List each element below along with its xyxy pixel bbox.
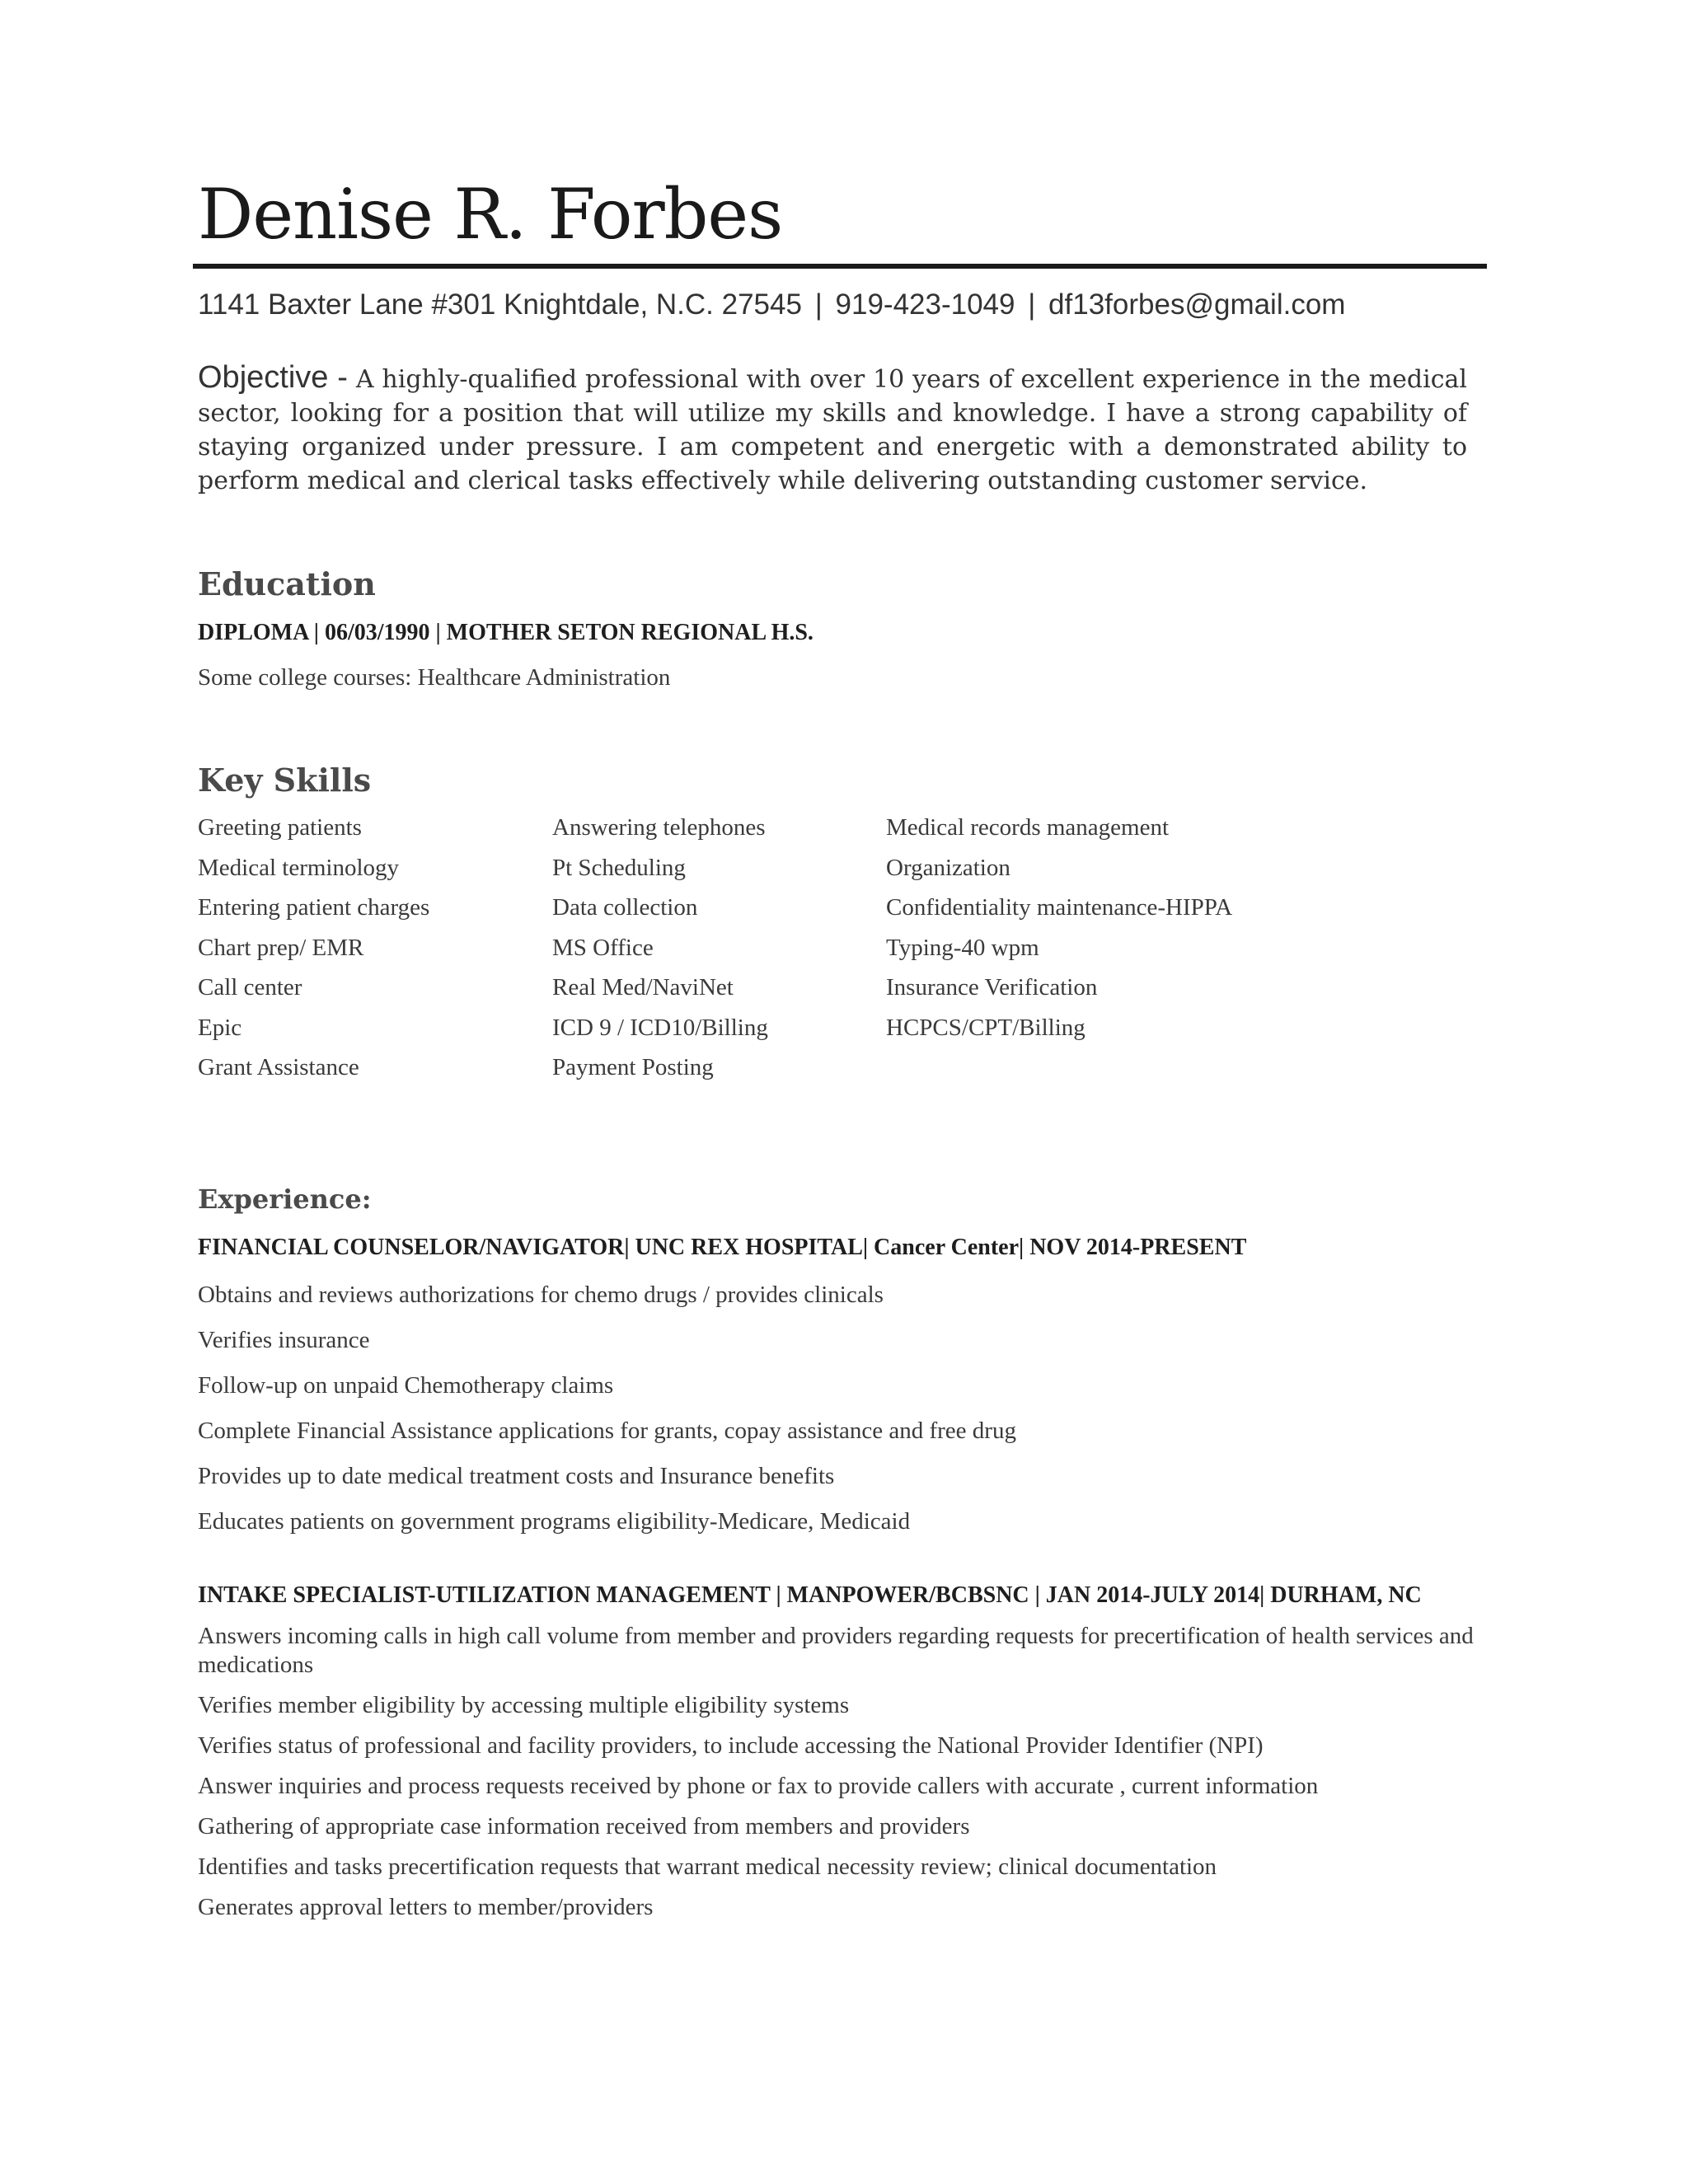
education-title: Education — [198, 565, 376, 602]
objective-text: A highly-qualified professional with over 10 years of excellent experience in the medical sector, looking for a position that will utilize my skills and knowledge. I have a strong capability of staying organized under pressure. I am competent and energetic with a demonstrated ability to perform medical and clerical tasks effectively while delivering outstanding customer service. — [198, 365, 1467, 495]
duty-item: Generates approval letters to member/providers — [198, 1893, 654, 1920]
duty-item: Verifies member eligibility by accessing multiple eligibility systems — [198, 1691, 850, 1718]
duty-item: Educates patients on government programs eligibility-Medicare, Medicaid — [198, 1507, 911, 1535]
skill-item: Organization — [886, 854, 1010, 881]
skill-item: Epic — [198, 1014, 242, 1041]
skill-item: Grant Assistance — [198, 1054, 359, 1080]
duty-item: Gathering of appropriate case information received from members and providers — [198, 1812, 970, 1840]
skill-item: Insurance Verification — [886, 974, 1098, 1001]
duty-item: Answer inquiries and process requests received by phone or fax to provide callers with accurate , current information — [198, 1772, 1319, 1799]
skill-item: Pt Scheduling — [552, 854, 686, 881]
skill-item: Real Med/NaviNet — [552, 974, 734, 1001]
skill-item: Entering patient charges — [198, 894, 430, 921]
contact-line — [198, 287, 1474, 323]
skill-item: Call center — [198, 974, 302, 1001]
skill-item: Greeting patients — [198, 814, 362, 841]
skills-grid — [198, 808, 1474, 1088]
skills-title: Key Skills — [198, 762, 372, 799]
skill-item — [886, 1047, 1298, 1088]
skill-item: Payment Posting — [552, 1054, 714, 1080]
job-heading: FINANCIAL COUNSELOR/NAVIGATOR| UNC REX HOSPITAL| Cancer Center| NOV 2014-PRESENT — [198, 1234, 1247, 1260]
skill-item: MS Office — [552, 934, 654, 961]
college-courses: Some college courses: Healthcare Administration — [198, 664, 671, 691]
diploma-line: DIPLOMA | 06/03/1990 | MOTHER SETON REGIONAL H.S. — [198, 620, 814, 645]
education-section — [198, 564, 1474, 694]
experience-section — [198, 1179, 1474, 1922]
objective-title: Objective - — [198, 360, 348, 395]
job-entry — [198, 1231, 1474, 1544]
job-duties — [198, 1272, 1474, 1544]
address: 1141 Baxter Lane #301 Knightdale, N.C. 27545 — [198, 288, 802, 321]
job-duties — [198, 1622, 1474, 1922]
skills-section — [198, 760, 1474, 1088]
skill-item: Confidentiality maintenance-HIPPA — [886, 894, 1233, 921]
duty-item: Complete Financial Assistance applications for grants, copay assistance and free drug — [198, 1417, 1016, 1444]
skill-item: Data collection — [552, 894, 698, 921]
resume-page — [198, 173, 1474, 1933]
duty-item: Answers incoming calls in high call volume from member and providers regarding requests for precertification of health services and medications — [198, 1622, 1474, 1678]
duty-item: Verifies insurance — [198, 1326, 370, 1353]
duty-item: Follow-up on unpaid Chemotherapy claims — [198, 1371, 614, 1399]
contact-separator: | — [814, 288, 823, 321]
skill-item: HCPCS/CPT/Billing — [886, 1014, 1085, 1041]
header-divider — [193, 264, 1487, 269]
skill-item: Chart prep/ EMR — [198, 934, 364, 961]
experience-title: Experience: — [198, 1183, 372, 1215]
skill-item: Medical records management — [886, 814, 1170, 841]
skill-item: Answering telephones — [552, 814, 766, 841]
contact-separator: | — [1028, 288, 1036, 321]
objective-section — [198, 361, 1467, 498]
email-address: df13forbes@gmail.com — [1048, 288, 1346, 321]
candidate-name: Denise R. Forbes — [198, 174, 783, 255]
duty-item: Provides up to date medical treatment costs and Insurance benefits — [198, 1462, 835, 1489]
duty-item: Obtains and reviews authorizations for chemo drugs / provides clinicals — [198, 1281, 884, 1308]
duty-item: Verifies status of professional and facility providers, to include accessing the National Provider Identifier (NPI) — [198, 1732, 1264, 1759]
phone-number: 919-423-1049 — [835, 288, 1015, 321]
job-entry — [198, 1579, 1474, 1922]
skill-item: Medical terminology — [198, 854, 400, 881]
skill-item: Typing-40 wpm — [886, 934, 1039, 961]
skill-item: ICD 9 / ICD10/Billing — [552, 1014, 768, 1041]
duty-item: Identifies and tasks precertification requests that warrant medical necessity review; clinical documentation — [198, 1853, 1217, 1880]
job-heading: INTAKE SPECIALIST-UTILIZATION MANAGEMENT | MANPOWER/BCBSNC | JAN 2014-JULY 2014| DURHAM, NC — [198, 1582, 1422, 1608]
